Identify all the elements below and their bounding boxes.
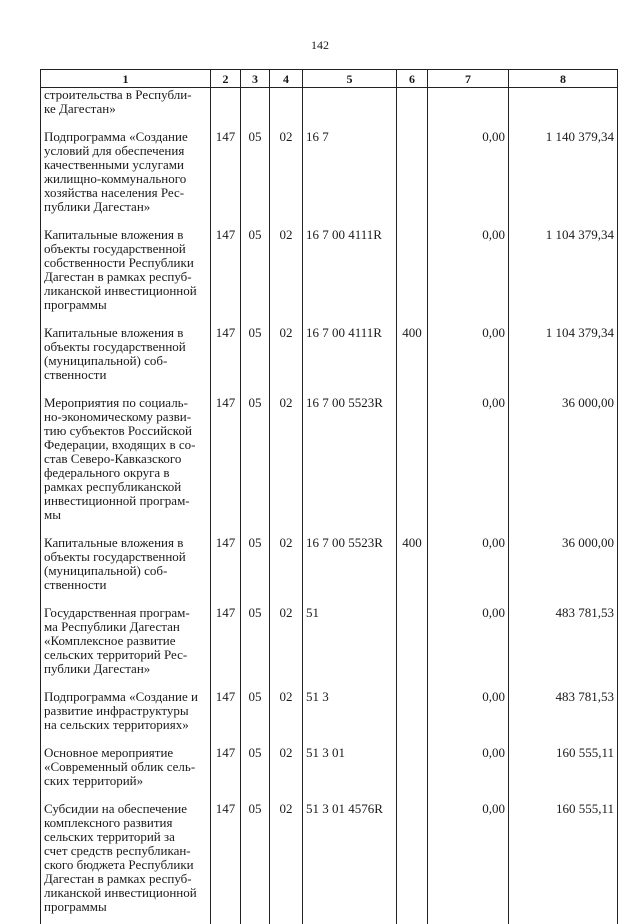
section-cell: 05 — [241, 802, 270, 914]
amount-col7-cell: 0,00 — [428, 690, 509, 732]
subsection-cell: 02 — [270, 130, 303, 214]
spacer-cell — [41, 382, 211, 396]
spacer-cell — [509, 676, 618, 690]
row-spacer — [41, 676, 618, 690]
target-item-cell: 16 7 00 5523R — [303, 396, 397, 522]
section-cell: 05 — [241, 690, 270, 732]
spacer-cell — [270, 382, 303, 396]
amount-col7-cell: 0,00 — [428, 746, 509, 788]
spacer-cell — [509, 312, 618, 326]
table-row — [41, 130, 618, 214]
target-item-cell: 16 7 00 4111R — [303, 326, 397, 382]
target-item-cell: 51 — [303, 606, 397, 676]
amount-col8-cell: 160 555,11 — [509, 746, 618, 788]
spacer-cell — [303, 676, 397, 690]
expense-type-cell: 400 — [397, 536, 428, 592]
spacer-cell — [241, 914, 270, 924]
spacer-cell — [211, 788, 241, 802]
table-row — [41, 746, 618, 788]
spacer-cell — [303, 312, 397, 326]
grbs-cell: 147 — [211, 396, 241, 522]
target-item-cell: 51 3 01 4576R — [303, 802, 397, 914]
target-item-cell: 51 3 01 — [303, 746, 397, 788]
grbs-cell — [211, 88, 241, 117]
spacer-cell — [428, 914, 509, 924]
expense-type-cell — [397, 802, 428, 914]
spacer-cell — [303, 382, 397, 396]
grbs-cell: 147 — [211, 228, 241, 312]
grbs-cell: 147 — [211, 130, 241, 214]
amount-col8-cell: 160 555,11 — [509, 802, 618, 914]
spacer-cell — [509, 732, 618, 746]
spacer-cell — [41, 914, 211, 924]
expense-type-cell — [397, 228, 428, 312]
column-header: 1 — [41, 70, 211, 88]
column-header: 5 — [303, 70, 397, 88]
spacer-cell — [397, 676, 428, 690]
target-item-cell: 16 7 00 4111R — [303, 228, 397, 312]
spacer-cell — [397, 522, 428, 536]
spacer-cell — [241, 732, 270, 746]
table-row — [41, 228, 618, 312]
expense-type-cell — [397, 396, 428, 522]
grbs-cell: 147 — [211, 326, 241, 382]
spacer-cell — [241, 676, 270, 690]
spacer-cell — [303, 214, 397, 228]
spacer-cell — [270, 914, 303, 924]
row-spacer — [41, 592, 618, 606]
spacer-cell — [509, 592, 618, 606]
spacer-cell — [270, 522, 303, 536]
row-name-cell: Подпрограмма «Создание и развитие инфраструктуры на сельских территориях» — [41, 690, 211, 732]
subsection-cell: 02 — [270, 396, 303, 522]
spacer-cell — [41, 116, 211, 130]
spacer-cell — [428, 676, 509, 690]
spacer-cell — [270, 312, 303, 326]
amount-col7-cell: 0,00 — [428, 536, 509, 592]
table-row — [41, 396, 618, 522]
grbs-cell: 147 — [211, 690, 241, 732]
section-cell: 05 — [241, 746, 270, 788]
spacer-cell — [241, 312, 270, 326]
section-cell: 05 — [241, 326, 270, 382]
grbs-cell: 147 — [211, 746, 241, 788]
header-row — [41, 70, 618, 88]
page-number: 142 — [0, 38, 640, 53]
expense-type-cell — [397, 690, 428, 732]
spacer-cell — [303, 116, 397, 130]
spacer-cell — [397, 312, 428, 326]
row-name-cell: Подпрограмма «Создание условий для обеспечения качественными услугами жилищно-коммунального хозяйства населения Рес- публики Дагестан» — [41, 130, 211, 214]
spacer-cell — [241, 788, 270, 802]
budget-table — [40, 69, 618, 924]
spacer-cell — [397, 592, 428, 606]
expense-type-cell — [397, 606, 428, 676]
spacer-cell — [428, 732, 509, 746]
spacer-cell — [397, 732, 428, 746]
amount-col8-cell — [509, 88, 618, 117]
row-spacer — [41, 312, 618, 326]
subsection-cell — [270, 88, 303, 117]
expense-type-cell — [397, 88, 428, 117]
amount-col7-cell: 0,00 — [428, 606, 509, 676]
spacer-cell — [270, 214, 303, 228]
spacer-cell — [397, 382, 428, 396]
spacer-cell — [211, 732, 241, 746]
spacer-cell — [241, 214, 270, 228]
table-row — [41, 326, 618, 382]
subsection-cell: 02 — [270, 802, 303, 914]
spacer-cell — [241, 382, 270, 396]
row-spacer — [41, 382, 618, 396]
target-item-cell: 16 7 — [303, 130, 397, 214]
spacer-cell — [428, 592, 509, 606]
section-cell — [241, 88, 270, 117]
spacer-cell — [428, 214, 509, 228]
row-name-cell: Основное мероприятие «Современный облик сель- ских территорий» — [41, 746, 211, 788]
spacer-cell — [211, 522, 241, 536]
spacer-cell — [428, 382, 509, 396]
spacer-cell — [211, 312, 241, 326]
amount-col8-cell: 483 781,53 — [509, 606, 618, 676]
spacer-cell — [397, 116, 428, 130]
amount-col7-cell: 0,00 — [428, 130, 509, 214]
spacer-cell — [241, 116, 270, 130]
row-spacer — [41, 732, 618, 746]
row-name-cell: Капитальные вложения в объекты государственной (муниципальной) соб- ственности — [41, 536, 211, 592]
column-header: 2 — [211, 70, 241, 88]
target-item-cell: 16 7 00 5523R — [303, 536, 397, 592]
row-name-cell: строительства в Республи- ке Дагестан» — [41, 88, 211, 117]
section-cell: 05 — [241, 396, 270, 522]
spacer-cell — [397, 788, 428, 802]
row-spacer — [41, 788, 618, 802]
spacer-cell — [270, 788, 303, 802]
section-cell: 05 — [241, 130, 270, 214]
spacer-cell — [211, 676, 241, 690]
spacer-cell — [241, 592, 270, 606]
column-header: 3 — [241, 70, 270, 88]
section-cell: 05 — [241, 536, 270, 592]
amount-col7-cell: 0,00 — [428, 802, 509, 914]
subsection-cell: 02 — [270, 536, 303, 592]
grbs-cell: 147 — [211, 536, 241, 592]
spacer-cell — [303, 522, 397, 536]
amount-col8-cell: 1 104 379,34 — [509, 326, 618, 382]
amount-col7-cell — [428, 88, 509, 117]
expense-type-cell — [397, 130, 428, 214]
row-spacer — [41, 116, 618, 130]
spacer-cell — [41, 592, 211, 606]
table-row — [41, 88, 618, 117]
amount-col8-cell: 36 000,00 — [509, 396, 618, 522]
column-header: 6 — [397, 70, 428, 88]
table-end — [41, 914, 618, 924]
target-item-cell: 51 3 — [303, 690, 397, 732]
table-row — [41, 690, 618, 732]
spacer-cell — [303, 732, 397, 746]
amount-col8-cell: 1 140 379,34 — [509, 130, 618, 214]
table-row — [41, 802, 618, 914]
table-body — [41, 88, 618, 924]
target-item-cell — [303, 88, 397, 117]
subsection-cell: 02 — [270, 326, 303, 382]
spacer-cell — [211, 592, 241, 606]
amount-col7-cell: 0,00 — [428, 396, 509, 522]
spacer-cell — [509, 382, 618, 396]
grbs-cell: 147 — [211, 606, 241, 676]
column-header: 4 — [270, 70, 303, 88]
spacer-cell — [397, 914, 428, 924]
table-row — [41, 536, 618, 592]
expense-type-cell: 400 — [397, 326, 428, 382]
column-header: 8 — [509, 70, 618, 88]
spacer-cell — [397, 214, 428, 228]
table-row — [41, 606, 618, 676]
spacer-cell — [509, 116, 618, 130]
spacer-cell — [509, 788, 618, 802]
spacer-cell — [211, 116, 241, 130]
spacer-cell — [41, 522, 211, 536]
spacer-cell — [41, 732, 211, 746]
subsection-cell: 02 — [270, 746, 303, 788]
row-name-cell: Субсидии на обеспечение комплексного развития сельских территорий за счет средств республикан- ского бюджета Республики Дагестан в рамках респуб- ликанской инвестиционной программы — [41, 802, 211, 914]
spacer-cell — [41, 214, 211, 228]
spacer-cell — [270, 592, 303, 606]
section-cell: 05 — [241, 606, 270, 676]
spacer-cell — [211, 214, 241, 228]
column-header: 7 — [428, 70, 509, 88]
spacer-cell — [428, 312, 509, 326]
amount-col7-cell: 0,00 — [428, 326, 509, 382]
spacer-cell — [303, 788, 397, 802]
spacer-cell — [211, 382, 241, 396]
spacer-cell — [428, 788, 509, 802]
row-spacer — [41, 214, 618, 228]
section-cell: 05 — [241, 228, 270, 312]
spacer-cell — [241, 522, 270, 536]
row-name-cell: Капитальные вложения в объекты государственной (муниципальной) соб- ственности — [41, 326, 211, 382]
subsection-cell: 02 — [270, 228, 303, 312]
amount-col7-cell: 0,00 — [428, 228, 509, 312]
grbs-cell: 147 — [211, 802, 241, 914]
row-name-cell: Государственная програм- ма Республики Дагестан «Комплексное развитие сельских территорий Рес- публики Дагестан» — [41, 606, 211, 676]
amount-col8-cell: 36 000,00 — [509, 536, 618, 592]
spacer-cell — [509, 914, 618, 924]
spacer-cell — [428, 116, 509, 130]
spacer-cell — [270, 676, 303, 690]
spacer-cell — [428, 522, 509, 536]
spacer-cell — [270, 116, 303, 130]
spacer-cell — [270, 732, 303, 746]
amount-col8-cell: 483 781,53 — [509, 690, 618, 732]
spacer-cell — [41, 788, 211, 802]
expense-type-cell — [397, 746, 428, 788]
spacer-cell — [303, 914, 397, 924]
row-name-cell: Капитальные вложения в объекты государственной собственности Республики Дагестан в рамках респуб- ликанской инвестиционной программы — [41, 228, 211, 312]
spacer-cell — [211, 914, 241, 924]
amount-col8-cell: 1 104 379,34 — [509, 228, 618, 312]
subsection-cell: 02 — [270, 606, 303, 676]
spacer-cell — [41, 312, 211, 326]
subsection-cell: 02 — [270, 690, 303, 732]
spacer-cell — [41, 676, 211, 690]
spacer-cell — [509, 522, 618, 536]
row-name-cell: Мероприятия по социаль- но-экономическому разви- тию субъектов Российской Федерации, входящих в со- став Северо-Кавказского федерального округа в рамках республиканской инвестиционной програм- мы — [41, 396, 211, 522]
row-spacer — [41, 522, 618, 536]
spacer-cell — [509, 214, 618, 228]
spacer-cell — [303, 592, 397, 606]
